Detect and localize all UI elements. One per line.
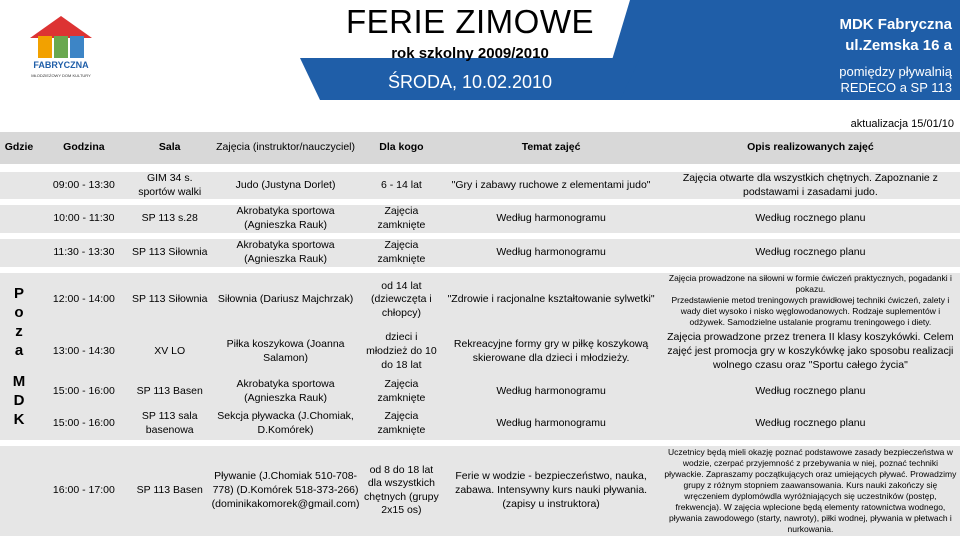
col-header: Dla kogo (361, 132, 441, 165)
time-cell: 12:00 - 14:00 (52, 293, 115, 306)
table-row (0, 328, 960, 376)
time-cell: 15:00 - 16:00 (52, 384, 115, 397)
desc-part: Zajęcia prowadzone na siłowni w formie ćwiczeń praktycznych, pogadanki i pokazu. (668, 272, 952, 294)
col-header: Gdzie (0, 132, 38, 165)
audience-cell: Zajęcia zamknięte (377, 378, 426, 404)
description-cell (661, 273, 960, 328)
table-row (0, 205, 960, 232)
activity-cell: Judo (Justyna Dorlet) (235, 178, 336, 191)
date-label: ŚRODA, 10.02.2010 (387, 72, 553, 92)
description-cell: Zajęcia otwarte dla wszystkich chętnych. Zapoznanie z podstawami i zasadami judo. (682, 172, 938, 198)
time-cell: 10:00 - 11:30 (53, 212, 115, 225)
topic-cell: Według harmonogramu (496, 245, 606, 258)
desc-part: Przedstawienie metod treningowych prawidłowej techniki ćwiczeń, zalety i wady diet wysoko i nisko węglowodanowych. Rodzaje suplementów i odżywek. Samodzielne ustalanie programu treningowego i diety. (671, 294, 950, 327)
audience-cell: Zajęcia zamknięte (377, 410, 426, 436)
table-row (0, 172, 960, 199)
logo-subtext: MŁODZIEŻOWY DOM KULTURY (31, 73, 91, 78)
description-cell: Zajęcia prowadzone przez trenera II klasy koszykówki. Celem zajęć jest promocja gry w koszykówkę jako sposobu realizacji wolnego czasu oraz "Sportu całego życia" (667, 331, 954, 371)
mdk-logo (20, 14, 102, 80)
logo-text: FABRYCZNA (33, 60, 89, 70)
description-cell: Według rocznego planu (755, 212, 866, 225)
table-row (0, 273, 960, 328)
side-label: P o z a M D K (12, 284, 26, 428)
topic-cell: Według harmonogramu (496, 416, 606, 429)
description-cell: Według rocznego planu (755, 416, 866, 429)
activity-cell: Akrobatyka sportowa (Agnieszka Rauk) (236, 238, 335, 265)
room-cell: SP 113 Basen (136, 384, 203, 397)
page-title: FERIE ZIMOWE (346, 3, 594, 40)
time-cell: 11:30 - 13:30 (53, 245, 115, 258)
organizer-name (839, 14, 952, 56)
activity-cell: Akrobatyka sportowa (Agnieszka Rauk) (236, 378, 335, 404)
table-header-row (0, 132, 960, 165)
activity-cell: Pływanie (J.Chomiak 510-708-778) (D.Komórek 518-373-266) (dominikakomorek@gmail.com) (211, 470, 360, 510)
topic-cell: "Gry i zabawy ruchowe z elementami judo" (451, 178, 651, 191)
organizer-location (839, 64, 952, 96)
activity-cell: Sekcja pływacka (J.Chomiak, D.Komórek) (217, 410, 354, 436)
room-cell: SP 113 Siłownia (131, 293, 208, 306)
time-cell: 09:00 - 13:30 (52, 178, 115, 191)
schedule-table (0, 132, 960, 536)
audience-cell: Zajęcia zamknięte (377, 205, 426, 231)
room-cell: SP 113 sala basenowa (141, 410, 198, 436)
description-cell: Według rocznego planu (755, 384, 866, 397)
audience-cell: 6 - 14 lat (380, 178, 422, 191)
audience-cell: dzieci i młodzież do 10 do 18 lat (366, 331, 437, 371)
table-row (0, 446, 960, 536)
activity-cell: Piłka koszykowa (Joanna Salamon) (226, 338, 345, 364)
room-cell: SP 113 Siłownia (131, 245, 208, 258)
col-header: Zajęcia (instruktor/nauczyciel) (210, 132, 362, 165)
org-line-2: ul.Zemska 16 a (845, 37, 952, 54)
time-cell: 13:00 - 14:30 (52, 344, 115, 357)
time-cell: 15:00 - 16:00 (52, 416, 115, 429)
col-header: Godzina (38, 132, 130, 165)
description-cell: Według rocznego planu (755, 245, 866, 258)
audience-cell: od 14 lat (dziewczęta i chłopcy) (371, 279, 432, 319)
org-line-3: pomiędzy pływalnią (839, 64, 952, 79)
table-row (0, 408, 960, 440)
org-line-4: REDECO a SP 113 (840, 80, 952, 95)
col-header: Opis realizowanych zajęć (661, 132, 960, 165)
school-year: rok szkolny 2009/2010 (391, 45, 549, 62)
audience-cell: od 8 do 18 lat dla wszystkich chętnych (grupy 2x15 os) (364, 463, 439, 517)
col-header: Sala (130, 132, 210, 165)
room-cell: XV LO (154, 344, 186, 357)
room-cell: SP 113 s.28 (141, 212, 198, 225)
room-cell: GIM 34 s. sportów walki (138, 172, 202, 198)
topic-cell: "Zdrowie i racjonalne kształtowanie sylwetki" (447, 293, 655, 306)
table-row (0, 376, 960, 408)
room-cell: SP 113 Basen (136, 483, 203, 496)
topic-cell: Ferie w wodzie - bezpieczeństwo, nauka, zabawa. Intensywny kurs nauki pływania. (zapisy u instruktora) (455, 470, 648, 510)
table-row (0, 239, 960, 267)
audience-cell: Zajęcia zamknięte (377, 238, 426, 265)
topic-cell: Według harmonogramu (496, 384, 606, 397)
topic-cell: Rekreacyjne formy gry w piłkę koszykową skierowane dla dzieci i młodzieży. (453, 338, 649, 364)
activity-cell: Akrobatyka sportowa (Agnieszka Rauk) (236, 205, 335, 231)
description-cell: Uczetnicy będą mieli okazję poznać podstawowe zasady bezpieczeństwa w wodzie, czerpać przyjemność z przebywania w niej, poznać techniki pływackie. Zapraszamy początkujących oraz umiejących pływać. Prowadzimy grupy z różnym stopniem zaawansowania. Kurs nauki zakończy się wręczeniem dyplomówdla wyróżniających się uczestników (postęp, frekwencja). W zajęcia wplecione będą elementy ratownictwa wodnego, pływania zawodowego (starty, nawroty), piłki wodnej, pływania w płetwach i nurkowania. (664, 446, 957, 534)
activity-cell: Siłownia (Dariusz Majchrzak) (217, 293, 354, 306)
time-cell: 16:00 - 17:00 (52, 483, 115, 496)
col-header: Temat zajęć (441, 132, 660, 165)
topic-cell: Według harmonogramu (496, 212, 606, 225)
org-line-1: MDK Fabryczna (839, 16, 952, 33)
update-date: aktualizacja 15/01/10 (850, 118, 954, 130)
